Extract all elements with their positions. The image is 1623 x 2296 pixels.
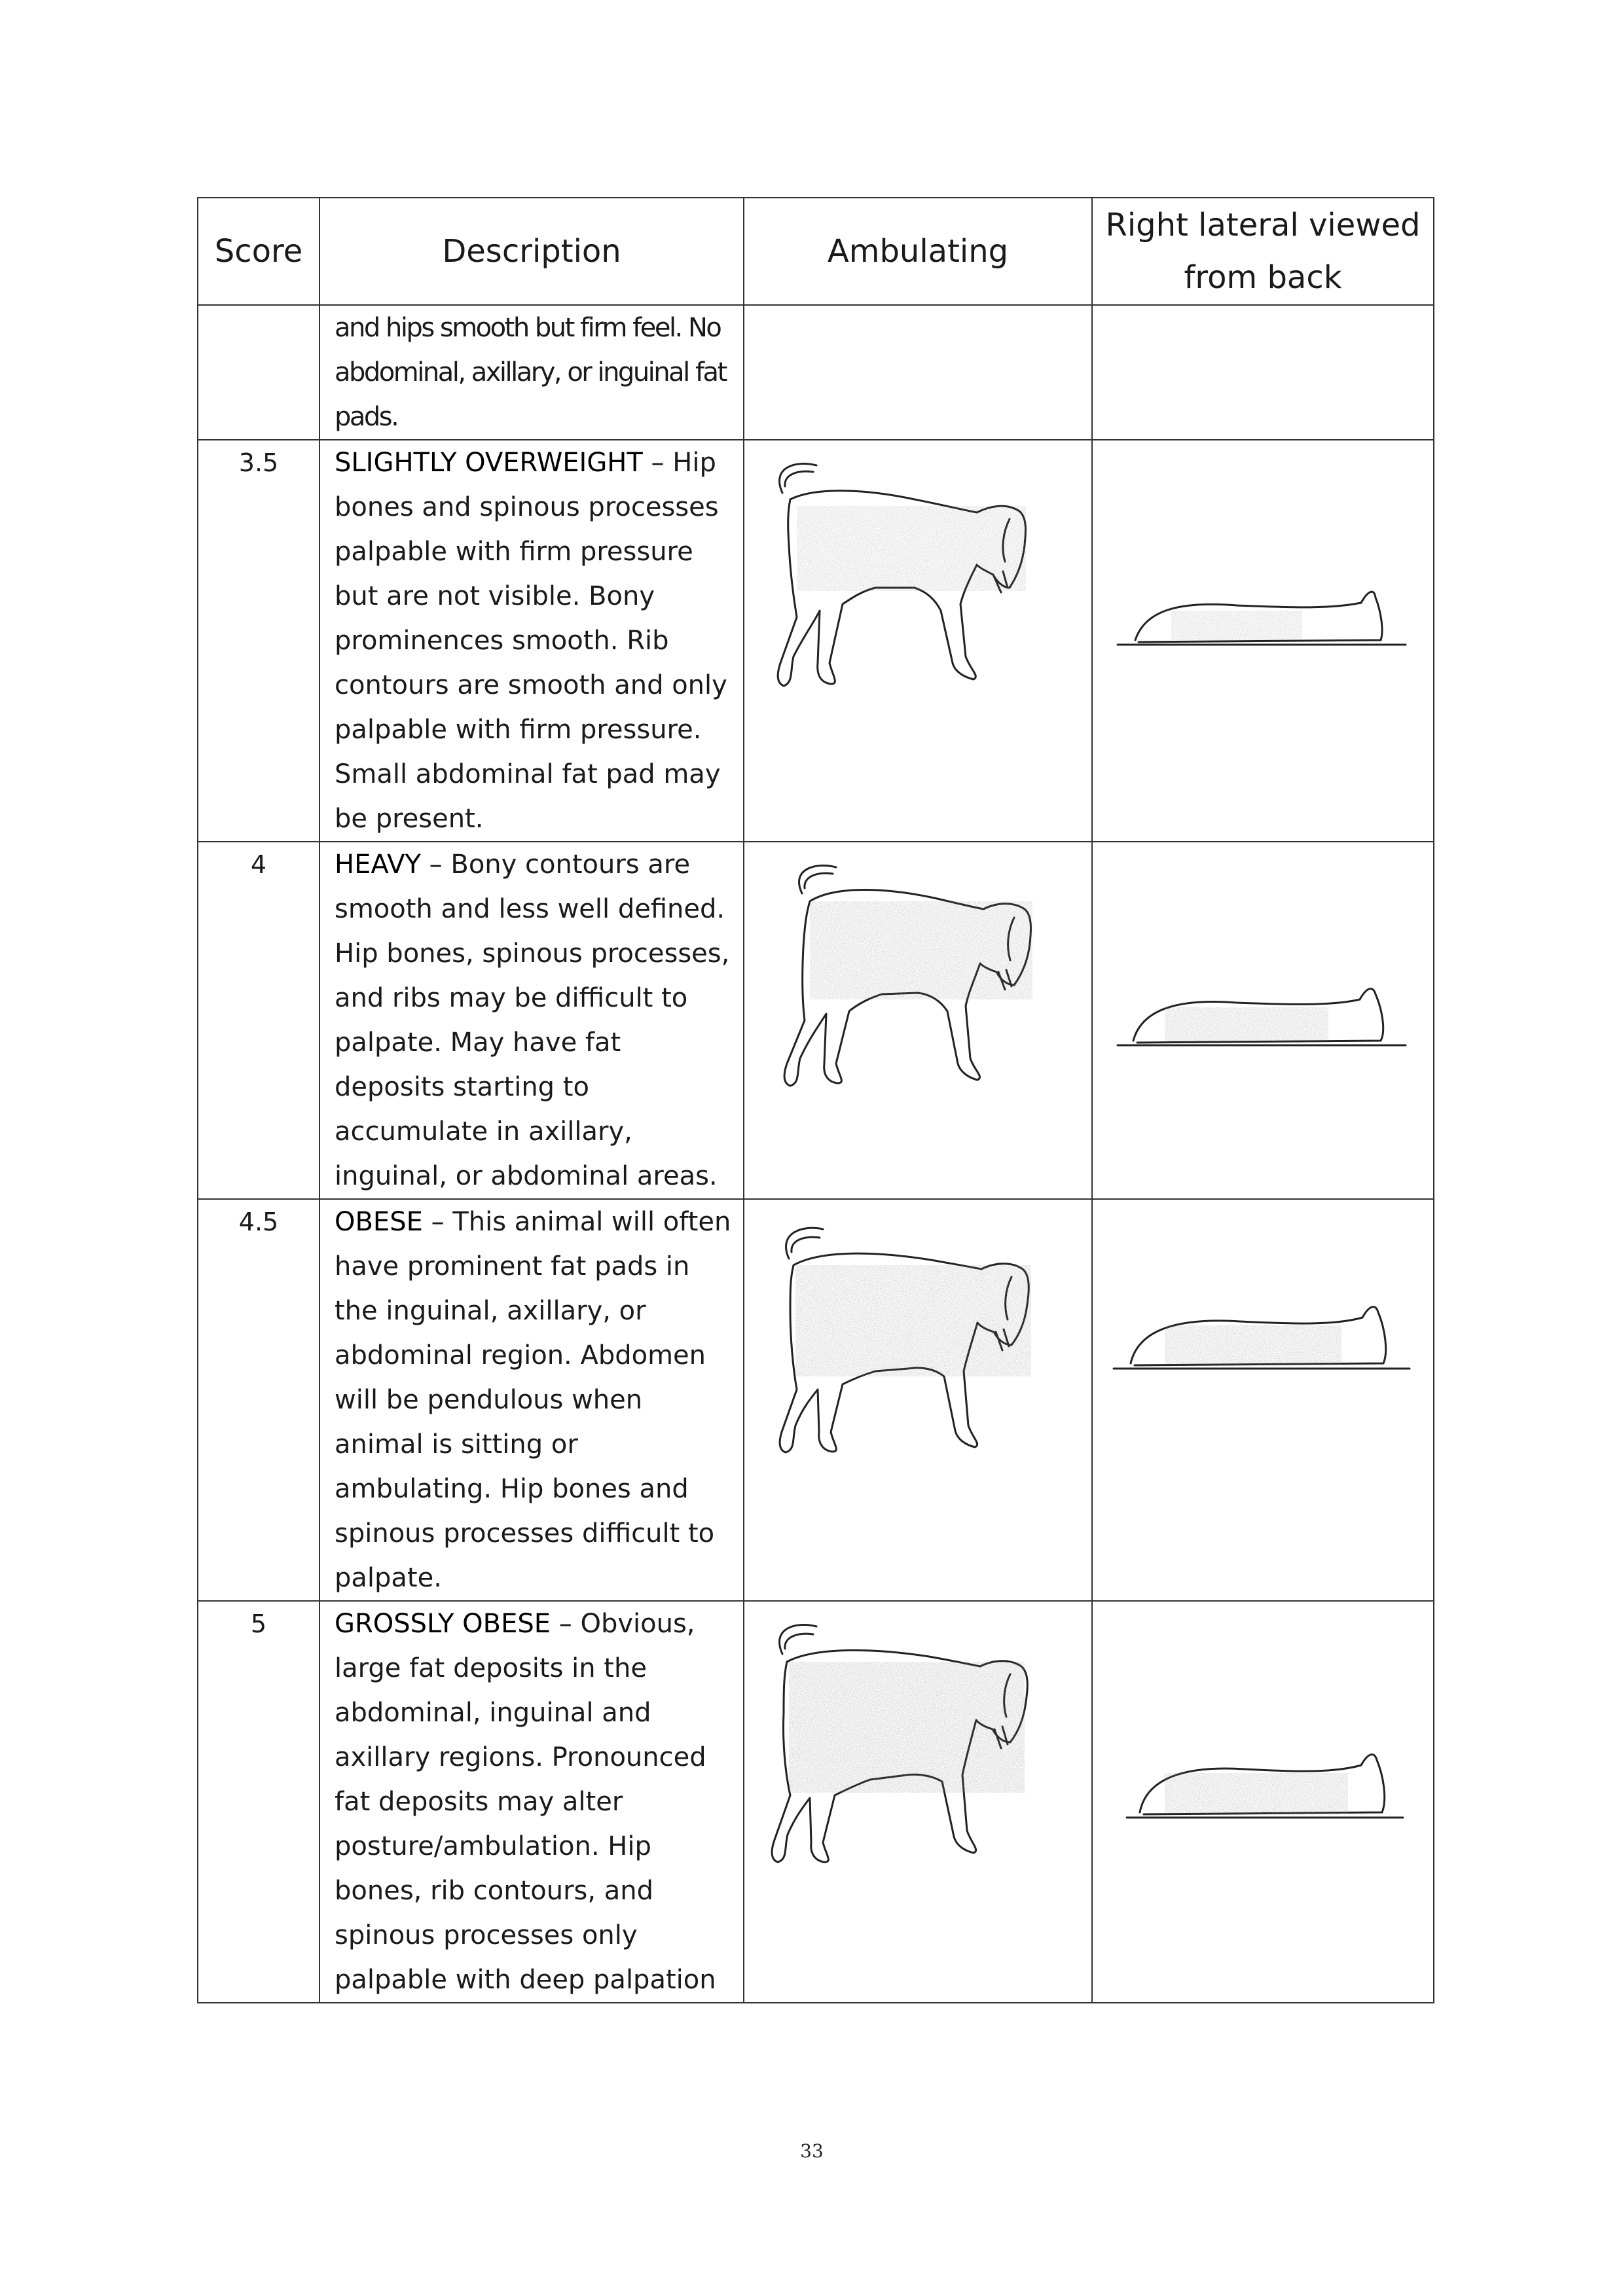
condition-term: GROSSLY OBESE	[335, 1609, 551, 1639]
baboon-lateral-illustration	[1093, 1602, 1434, 2000]
condition-description: – This animal will often have prominent fat pads in the inguinal, axillary, or abdominal region. Abdomen will be pendulous when animal is sitting or ambulating. Hip bones and spinous processes difficult to palpate.	[335, 1207, 731, 1593]
ambulating-image-cell	[744, 440, 1092, 842]
header-score: Score	[198, 198, 319, 305]
lateral-image-cell	[1092, 1199, 1434, 1601]
table-row	[198, 842, 1434, 1199]
condition-description: – Bony contours are smooth and less well defined. Hip bones, spinous processes, and ribs may be difficult to palpate. May have fat deposits starting to accumulate in axillary, inguinal, or abdominal areas.	[335, 850, 730, 1191]
table-header-row	[198, 198, 1434, 305]
header-description: Description	[319, 198, 744, 305]
baboon-lateral-illustration	[1093, 842, 1434, 1197]
condition-description: and hips smooth but firm feel. No abdominal, axillary, or inguinal fat pads.	[335, 313, 726, 432]
ambulating-image-cell	[744, 1199, 1092, 1601]
page-number: 33	[800, 2140, 824, 2162]
body-condition-table	[197, 197, 1434, 2003]
baboon-walking-illustration	[744, 1602, 1093, 2000]
description-cell	[319, 842, 744, 1199]
table-row	[198, 1601, 1434, 2003]
baboon-walking-illustration	[744, 842, 1093, 1197]
baboon-lateral-illustration	[1093, 440, 1434, 840]
condition-term: HEAVY	[335, 850, 421, 880]
ambulating-image-cell	[744, 305, 1092, 440]
lateral-image-cell	[1092, 440, 1434, 842]
score-cell: 3.5	[198, 440, 319, 842]
lateral-image-cell	[1092, 842, 1434, 1199]
condition-description: – Obvious, large fat deposits in the abdominal, inguinal and axillary regions. Pronounced fat deposits may alter posture/ambulation. Hip bones, rib contours, and spinous processes only palpable with deep palpation	[335, 1609, 716, 1995]
lateral-image-cell	[1092, 305, 1434, 440]
header-lateral: Right lateral viewed from back	[1092, 198, 1434, 305]
description-cell	[319, 305, 744, 440]
score-cell	[198, 305, 319, 440]
lateral-image-cell	[1092, 1601, 1434, 2003]
baboon-walking-illustration	[744, 440, 1093, 840]
condition-term: SLIGHTLY OVERWEIGHT	[335, 448, 643, 478]
score-cell: 4.5	[198, 1199, 319, 1601]
table-row	[198, 1199, 1434, 1601]
description-cell	[319, 1601, 744, 2003]
condition-description: – Hip bones and spinous processes palpable with firm pressure but are not visible. Bony prominences smooth. Rib contours are smooth and only palpable with firm pressure. Small abdominal fat pad may be present.	[335, 448, 727, 834]
ambulating-image-cell	[744, 842, 1092, 1199]
ambulating-image-cell	[744, 1601, 1092, 2003]
score-cell: 5	[198, 1601, 319, 2003]
condition-term: OBESE	[335, 1207, 423, 1237]
baboon-lateral-illustration	[1093, 1200, 1434, 1554]
description-cell	[319, 440, 744, 842]
table-row	[198, 305, 1434, 440]
table-row	[198, 440, 1434, 842]
header-ambulating: Ambulating	[744, 198, 1092, 305]
score-cell: 4	[198, 842, 319, 1199]
description-cell	[319, 1199, 744, 1601]
baboon-walking-illustration	[744, 1200, 1093, 1554]
